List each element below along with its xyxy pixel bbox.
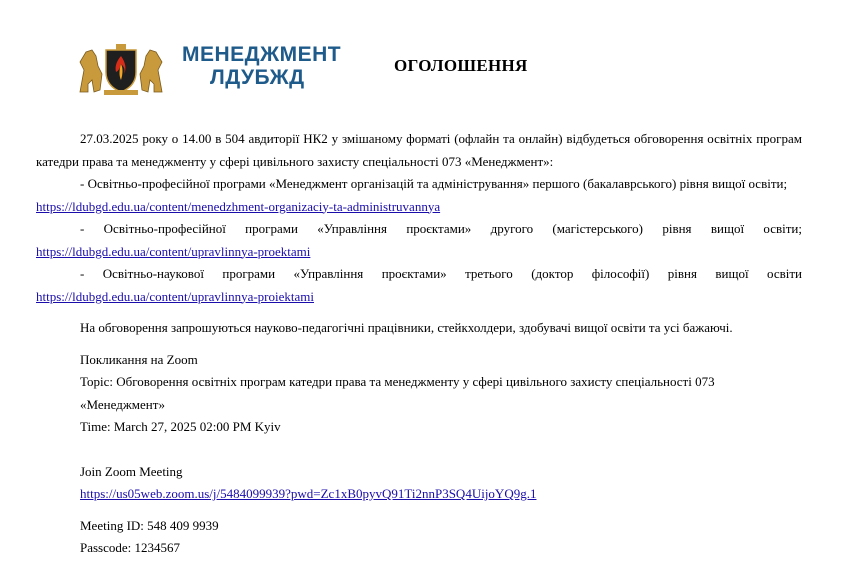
zoom-meeting-id: Meeting ID: 548 409 9939 xyxy=(80,517,219,533)
zoom-passcode: Passcode: 1234567 xyxy=(80,540,181,555)
program-2-text: - Освітньо-професійної програми «Управління проєктами» другого (магістерського) рівня вищої освіти; xyxy=(80,221,802,236)
brand-line-1: МЕНЕДЖМЕНТ xyxy=(182,43,342,66)
intro-line-1: 27.03.2025 року о 14.00 в 504 авдиторії НК2 у змішаному форматі (офлайн та онлайн) відбудеться обговорення освітніх програм xyxy=(80,131,802,146)
program-1-text: - Освітньо-професійної програми «Менеджмент організацій та адміністрування» першого (бакалаврського) рівня вищої освіти; xyxy=(80,176,788,191)
zoom-heading: Покликання на Zoom xyxy=(80,351,198,367)
lions-shield-emblem-icon xyxy=(76,40,166,98)
zoom-details xyxy=(36,349,802,560)
zoom-topic: Topic: Обговорення освітніх програм катедри права та менеджменту у сфері цивільного захисту спеціальності 073 «Менеджмент» xyxy=(80,374,715,412)
invitation-text: На обговорення запрошуються науково-педагогічні працівники, стейкхолдери, здобувачі вищої освіти та усі бажаючі. xyxy=(80,320,733,335)
program-1-link[interactable]: https://ldubgd.edu.ua/content/menedzhment-organizaciy-ta-administruvannya xyxy=(36,198,441,214)
university-emblem-logo xyxy=(76,40,166,98)
intro-line-2: катедри права та менеджменту у сфері цивільного захисту спеціальності 073 «Менеджмент»: xyxy=(36,153,554,169)
zoom-join-link[interactable]: https://us05web.zoom.us/j/5484099939?pwd=Zc1xB0pyvQ91Ti2nnP3SQ4UijoYQ9g.1 xyxy=(80,486,537,501)
zoom-time: Time: March 27, 2025 02:00 PM Kyiv xyxy=(80,419,281,434)
brand-line-2: ЛДУБЖД xyxy=(210,66,305,89)
page-title: ОГОЛОШЕННЯ xyxy=(394,56,528,75)
brand-logotype xyxy=(182,44,341,88)
zoom-join-label: Join Zoom Meeting xyxy=(80,463,183,479)
program-2-link[interactable]: https://ldubgd.edu.ua/content/upravlinnya-proektami xyxy=(36,243,311,259)
announcement-body xyxy=(36,128,802,560)
program-3-text: - Освітньо-наукової програми «Управління проєктами» третього (доктор філософії) рівня вищої освіти xyxy=(80,266,802,281)
program-3-link[interactable]: https://ldubgd.edu.ua/content/upravlinnya-proiektami xyxy=(36,288,314,304)
